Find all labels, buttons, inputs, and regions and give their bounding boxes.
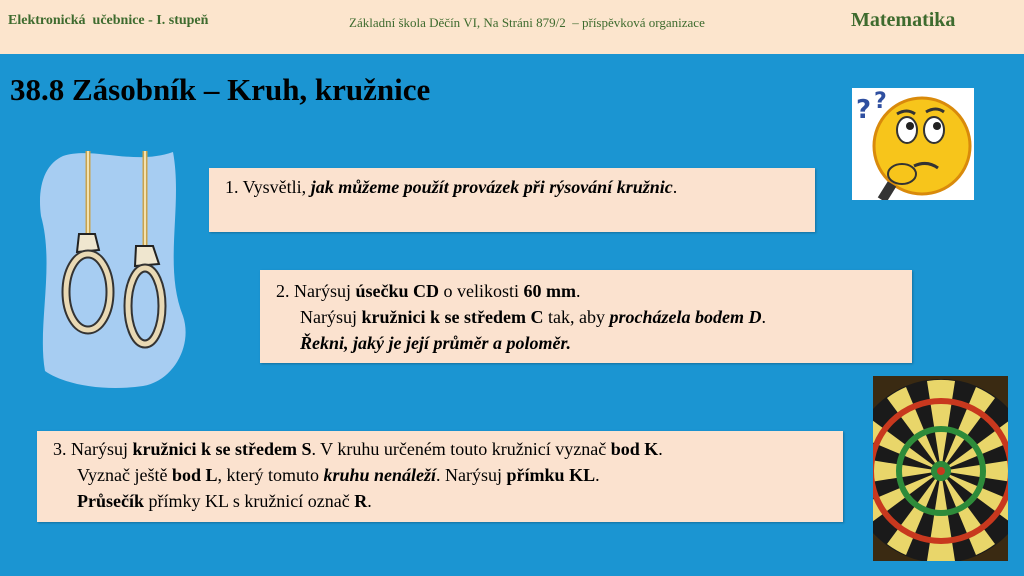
t3-text: 3. Narýsuj [53, 439, 133, 459]
t3-bold: bod L [171, 465, 218, 485]
header-textbook-label: Elektronická učebnice - I. stupeň [8, 13, 209, 28]
t3-text: . Narýsuj [436, 465, 507, 485]
task-3-line-3 [53, 488, 827, 514]
svg-text:?: ? [874, 89, 887, 114]
gymnastic-rings-illustration [33, 146, 195, 390]
t2-bold-italic: procházela bodem D [609, 307, 762, 327]
t3-bold: bod K [610, 439, 659, 459]
t3-text: . [658, 439, 663, 459]
t3-bold: Průsečík [77, 491, 144, 511]
task-1-text: 1. Vysvětli, [225, 177, 311, 197]
task-1-emphasis: jak můžeme použít provázek při rýsování kružnic [310, 177, 673, 197]
header-subject: Matematika [851, 9, 956, 31]
dartboard-photo [873, 376, 1008, 561]
t3-bold: kružnici k se středem S [132, 439, 312, 459]
t2-bold: 60 mm [523, 281, 577, 301]
t3-text: , který tomuto [217, 465, 324, 485]
t2-text: . [576, 281, 581, 301]
task-2-line-3 [276, 330, 896, 356]
t2-text: tak, aby [543, 307, 610, 327]
task-2-line-1 [276, 278, 896, 304]
svg-text:?: ? [856, 95, 872, 125]
t2-text: . [761, 307, 766, 327]
task-3-line-1 [53, 436, 827, 462]
t2-bold: úsečku CD [355, 281, 440, 301]
t2-text: o velikosti [439, 281, 524, 301]
t3-text: přímky KL s kružnicí označ [144, 491, 355, 511]
t3-text: . [595, 465, 600, 485]
t2-text: Narýsuj [300, 307, 362, 327]
t3-bold-italic: kruhu nenáleží [323, 465, 437, 485]
t2-bold: kružnici k se středem C [361, 307, 544, 327]
thinking-smiley-icon [852, 88, 974, 200]
header-bar [0, 0, 1024, 54]
t3-bold: R [354, 491, 368, 511]
task-2-box [260, 270, 912, 363]
task-2-line-2 [276, 304, 896, 330]
t3-text: Vyznač ještě [77, 465, 172, 485]
t2-text: 2. Narýsuj [276, 281, 356, 301]
t2-bold-italic: Řekni, jaký je její průměr a poloměr. [300, 333, 571, 353]
task-3-line-2 [53, 462, 827, 488]
t3-text: . V kruhu určeném touto kružnicí vyznač [311, 439, 611, 459]
task-3-box [37, 431, 843, 522]
t3-text: . [367, 491, 372, 511]
header-school-name: Základní škola Děčín VI, Na Stráni 879/2 – příspěvková organizace [349, 15, 705, 30]
task-1-end: . [672, 177, 678, 197]
t3-bold: přímku KL [506, 465, 596, 485]
page-title: 38.8 Zásobník – Kruh, kružnice [10, 72, 431, 107]
task-1-box [209, 168, 815, 232]
